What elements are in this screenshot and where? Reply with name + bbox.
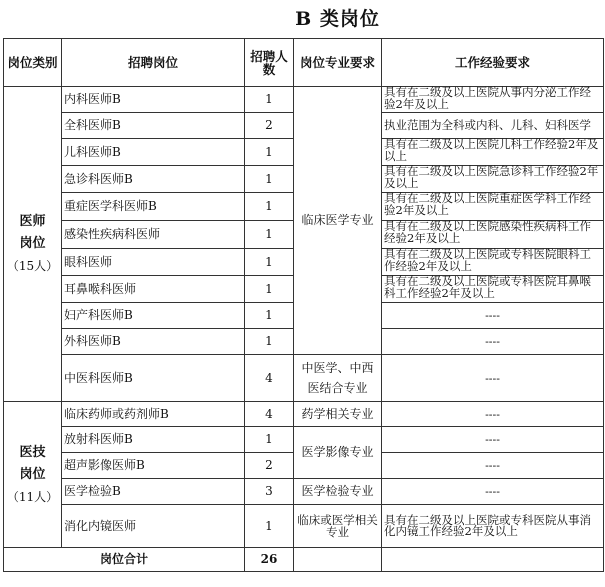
category-tech-count: （11人） [6, 489, 59, 504]
header-row [4, 39, 604, 87]
position-cell: 临床药师或药剂师B [62, 402, 245, 427]
header-experience: 工作经验要求 [382, 39, 604, 87]
table-row [4, 479, 604, 505]
experience-cell: ---- [382, 453, 604, 479]
total-label: 岗位合计 [4, 548, 245, 572]
total-count: 26 [245, 548, 294, 572]
total-empty-experience [382, 548, 604, 572]
position-cell: 医学检验B [62, 479, 245, 505]
position-cell: 全科医师B [62, 113, 245, 139]
count-cell: 3 [245, 479, 294, 505]
category-tech [4, 402, 62, 548]
positions-table [3, 38, 604, 572]
experience-cell: 具有在二级及以上医院儿科工作经验2年及以上 [382, 139, 604, 166]
position-cell: 儿科医师B [62, 139, 245, 166]
category-tech-name: 医技 岗位 [19, 444, 46, 482]
experience-cell: 具有在二级及以上医院从事内分泌工作经验2年及以上 [382, 87, 604, 113]
count-cell: 1 [245, 505, 294, 548]
experience-cell: 具有在二级及以上医院或专科医院耳鼻喉科工作经验2年及以上 [382, 276, 604, 303]
position-cell: 眼科医师 [62, 249, 245, 276]
experience-cell: 执业范围为全科或内科、儿科、妇科医学 [382, 113, 604, 139]
position-cell: 超声影像医师B [62, 453, 245, 479]
count-cell: 4 [245, 355, 294, 402]
category-doctor-name: 医师 岗位 [19, 214, 46, 251]
count-cell: 1 [245, 139, 294, 166]
count-cell: 1 [245, 329, 294, 355]
position-cell: 消化内镜医师 [62, 505, 245, 548]
position-cell: 耳鼻喉科医师 [62, 276, 245, 303]
major-clinical: 临床医学专业 [294, 87, 382, 355]
position-cell: 重症医学科医师B [62, 193, 245, 221]
header-category: 岗位类别 [4, 39, 62, 87]
page-title: B 类岗位 [295, 8, 380, 30]
experience-cell: ---- [382, 479, 604, 505]
count-cell: 1 [245, 276, 294, 303]
experience-cell: 具有在二级及以上医院或专科医院眼科工作经验2年及以上 [382, 249, 604, 276]
experience-cell: 具有在二级及以上医院重症医学科工作经验2年及以上 [382, 193, 604, 221]
position-cell: 内科医师B [62, 87, 245, 113]
position-cell: 中医科医师B [62, 355, 245, 402]
count-cell: 1 [245, 427, 294, 453]
major-tcm: 中医学、中西医结合专业 [294, 355, 382, 402]
major-imaging: 医学影像专业 [294, 427, 382, 479]
header-position: 招聘岗位 [62, 39, 245, 87]
position-cell: 放射科医师B [62, 427, 245, 453]
count-cell: 4 [245, 402, 294, 427]
position-cell: 急诊科医师B [62, 166, 245, 193]
major-lab: 医学检验专业 [294, 479, 382, 505]
count-cell: 1 [245, 249, 294, 276]
total-empty-major [294, 548, 382, 572]
experience-cell: ---- [382, 402, 604, 427]
position-cell: 外科医师B [62, 329, 245, 355]
experience-cell: ---- [382, 329, 604, 355]
category-doctor [4, 87, 62, 402]
count-cell: 2 [245, 453, 294, 479]
experience-cell: ---- [382, 427, 604, 453]
table-row [4, 87, 604, 113]
count-cell: 1 [245, 166, 294, 193]
experience-cell: 具有在二级及以上医院感染性疾病科工作经验2年及以上 [382, 221, 604, 249]
experience-cell: 具有在二级及以上医院急诊科工作经验2年及以上 [382, 166, 604, 193]
count-cell: 1 [245, 87, 294, 113]
major-pharmacy: 药学相关专业 [294, 402, 382, 427]
total-row [4, 548, 604, 572]
category-doctor-count: （15人） [6, 259, 59, 273]
table-row [4, 505, 604, 548]
count-cell: 2 [245, 113, 294, 139]
header-major: 岗位专业要求 [294, 39, 382, 87]
table-row [4, 355, 604, 402]
experience-cell: 具有在二级及以上医院或专科医院从事消化内镜工作经验2年及以上 [382, 505, 604, 548]
count-cell: 1 [245, 193, 294, 221]
major-clinical-or-imaging: 临床或医学相关专业 [294, 505, 382, 548]
experience-cell: ---- [382, 303, 604, 329]
position-cell: 妇产科医师B [62, 303, 245, 329]
experience-cell: ---- [382, 355, 604, 402]
table-row [4, 402, 604, 427]
count-cell: 1 [245, 303, 294, 329]
count-cell: 1 [245, 221, 294, 249]
table-row [4, 427, 604, 453]
header-count: 招聘人数 [245, 39, 294, 87]
position-cell: 感染性疾病科医师 [62, 221, 245, 249]
